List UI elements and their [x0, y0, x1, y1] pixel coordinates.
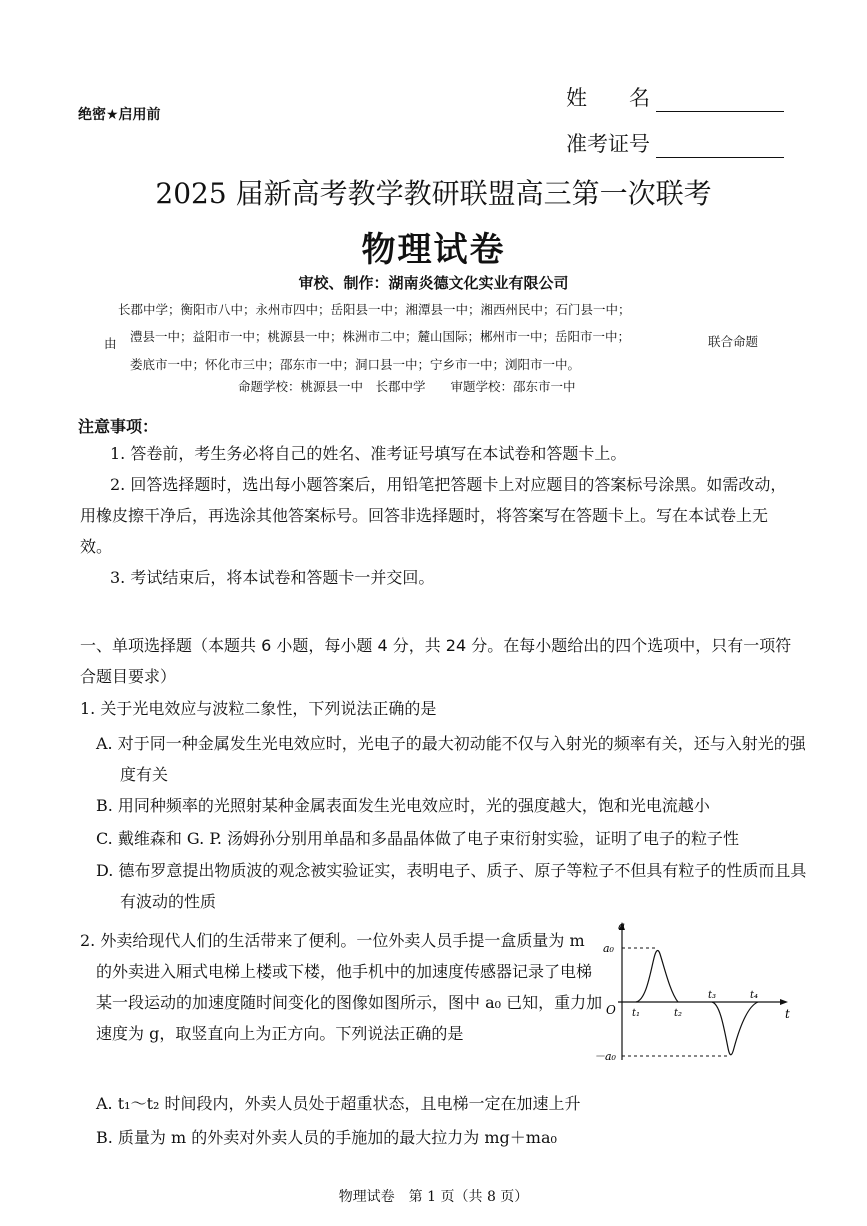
name-label: 姓 名 — [566, 86, 650, 110]
t2-label: t₂ — [674, 1008, 683, 1019]
exam-id-blank[interactable] — [656, 139, 784, 158]
proposer-schools: 命题学校：桃源县一中 长郡中学 审题学校：邵东市一中 — [238, 379, 576, 394]
question-1-option-a: A. 对于同一种金属发生光电效应时，光电子的最大初动能不仅与入射光的频率有关，还与入射光的强度有关 — [96, 734, 806, 784]
t3-label: t₃ — [708, 990, 717, 1001]
acceleration-time-graph — [592, 918, 798, 1068]
note-item: 2. 回答选择题时，选出每小题答案后，用铅笔把答题卡上对应题目的答案标号涂黑。如需改动，用橡皮擦干净后，再选涂其他答案标号。回答非选择题时，将答案写在答题卡上。写在本试卷上无效。 — [80, 475, 787, 556]
section-heading: 一、单项选择题（本题共 6 小题，每小题 4 分，共 24 分。在每小题给出的四个选项中，只有一项符合题目要求） — [80, 636, 792, 686]
negative-pulse — [712, 1002, 758, 1055]
schools-line-3: 娄底市一中；怀化市三中；邵东市一中；洞口县一中；宁乡市一中；浏阳市一中。 — [130, 357, 581, 372]
neg-level-label: －a₀ — [594, 1050, 616, 1063]
question-2-option-a: A. t₁～t₂ 时间段内，外卖人员处于超重状态，且电梯一定在加速上升 — [96, 1094, 581, 1113]
note-item: 1. 答卷前，考生务必将自己的姓名、准考证号填写在本试卷和答题卡上。 — [110, 444, 627, 463]
question-1-option-d: D. 德布罗意提出物质波的观念被实验证实，表明电子、质子、原子等粒子不但具有粒子的性质而且具有波动的性质 — [96, 861, 807, 911]
exam-title: 2025 届新高考教学教研联盟高三第一次联考 — [155, 177, 712, 210]
schools-prefix: 由 — [104, 336, 117, 351]
exam-id-field[interactable] — [566, 128, 784, 158]
question-2-option-b: B. 质量为 m 的外卖对外卖人员的手施加的最大拉力为 mg＋ma₀ — [96, 1128, 557, 1147]
notes-title: 注意事项： — [78, 417, 159, 436]
subject-title: 物理试卷 — [361, 230, 506, 270]
t1-label: t₁ — [632, 1008, 641, 1019]
schools-suffix: 联合命题 — [708, 334, 759, 349]
question-1-option-b: B. 用同种频率的光照射某种金属表面发生光电效应时，光的强度越大，饱和光电流越小 — [96, 796, 710, 815]
positive-pulse — [636, 951, 678, 1002]
x-axis-arrow — [780, 999, 788, 1005]
x-axis-label: t — [785, 1007, 790, 1021]
y-axis-label: a — [618, 919, 626, 933]
question-1-stem: 1. 关于光电效应与波粒二象性，下列说法正确的是 — [80, 699, 437, 718]
origin-label: O — [606, 1003, 616, 1017]
name-blank[interactable] — [656, 93, 784, 112]
schools-line-2: 澧县一中；益阳市一中；桃源县一中；株洲市二中；麓山国际；郴州市一中；岳阳市一中； — [130, 329, 631, 344]
confidential-label: 绝密★启用前 — [78, 107, 161, 123]
t4-label: t₄ — [750, 990, 759, 1001]
question-1-option-c: C. 戴维森和 G. P. 汤姆孙分别用单晶和多晶晶体做了电子束衍射实验，证明了电子的粒子性 — [96, 829, 740, 848]
page-footer: 物理试卷 第 1 页（共 8 页） — [338, 1189, 529, 1205]
schools-line-1: 长郡中学；衡阳市八中；永州市四中；岳阳县一中；湘潭县一中；湘西州民中；石门县一中； — [118, 302, 631, 317]
exam-id-label: 准考证号 — [566, 132, 650, 156]
maker-line: 审校、制作：湖南炎德文化实业有限公司 — [298, 274, 569, 292]
pos-level-label: a₀ — [603, 942, 614, 955]
question-2-stem: 2. 外卖给现代人们的生活带来了便利。一位外卖人员手提一盒质量为 m 的外卖进入厢式电梯上楼或下楼，他手机中的加速度传感器记录了电梯某一段运动的加速度随时间变化的图像如图所示，图中 a₀ 已知，重力加速度为 g，取竖直向上为正方向。下列说法正确的是 — [80, 931, 603, 1043]
note-item: 3. 考试结束后，将本试卷和答题卡一并交回。 — [110, 568, 435, 587]
name-field[interactable] — [566, 82, 784, 112]
